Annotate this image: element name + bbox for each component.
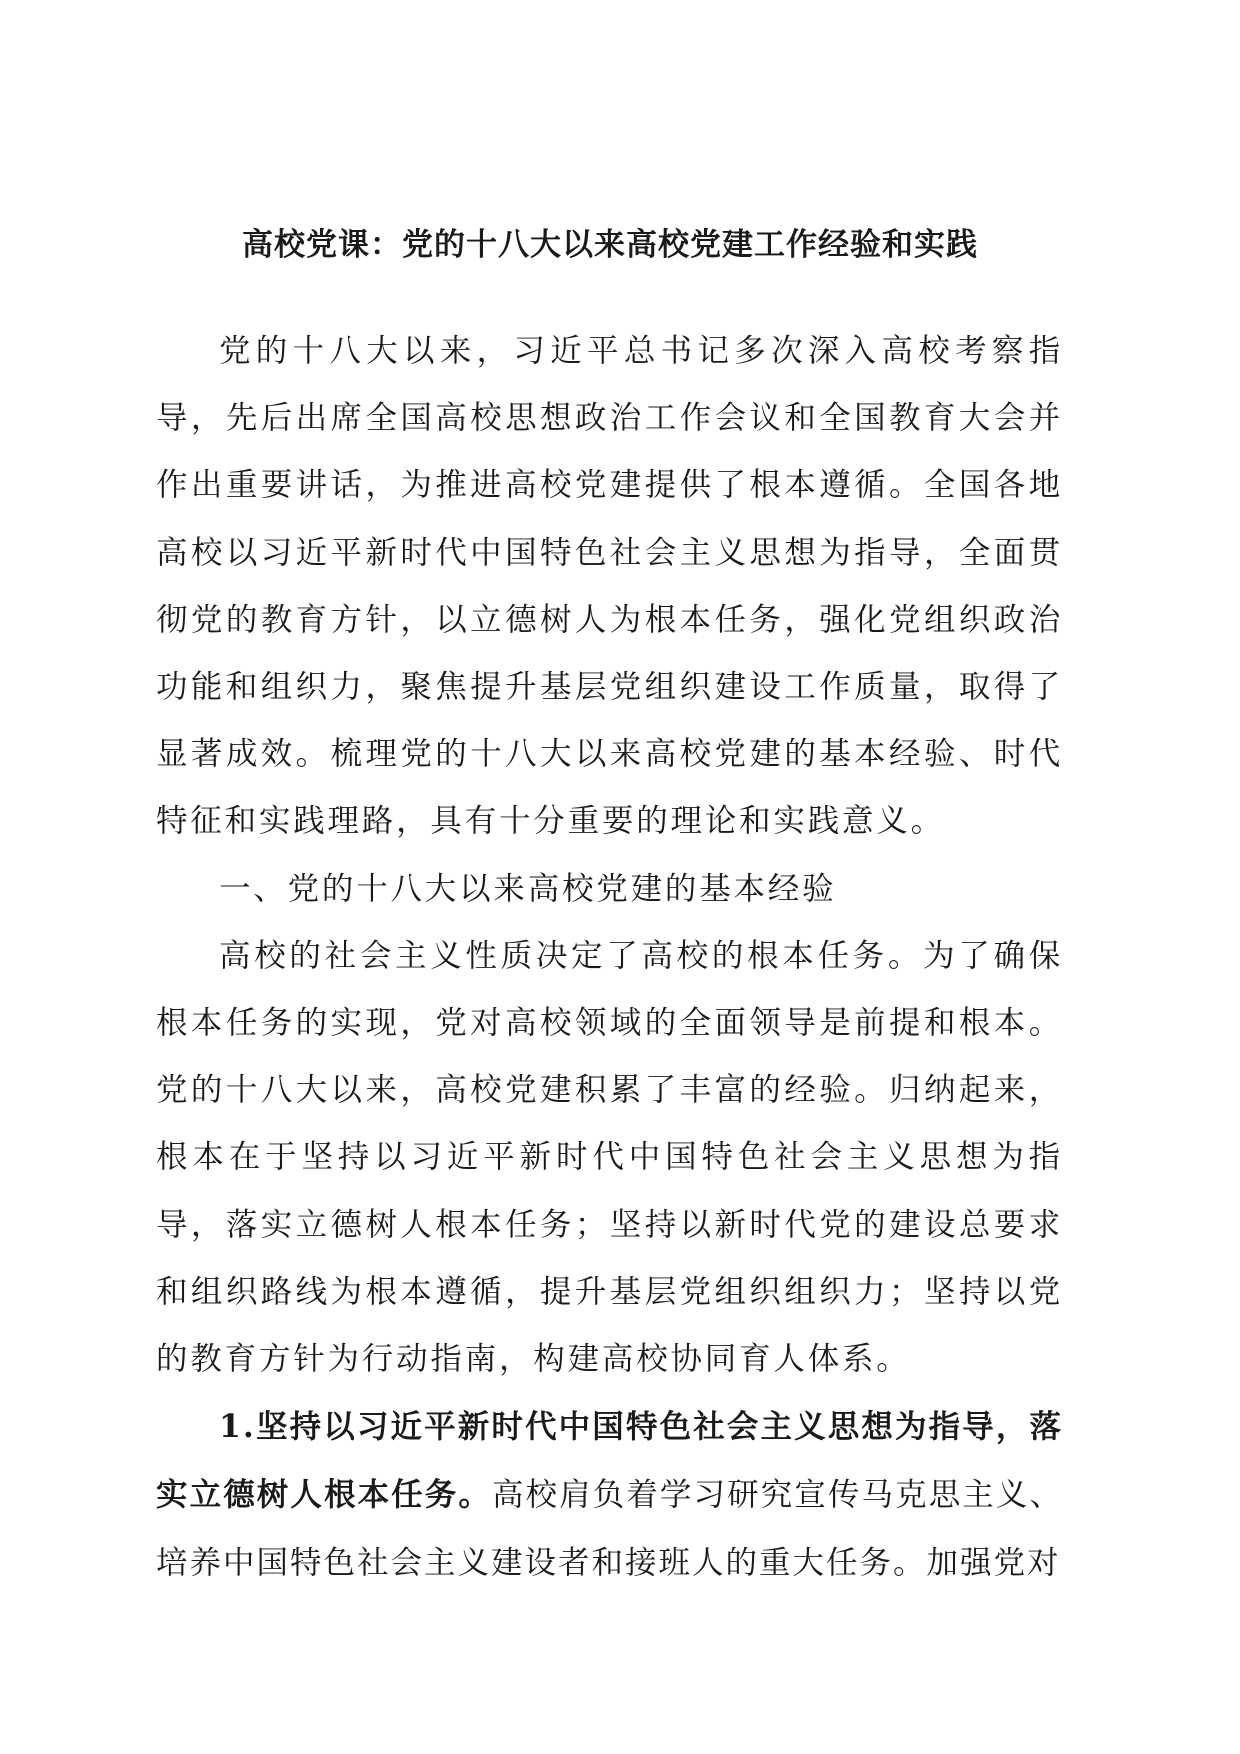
- paragraph-intro: 党的十八大以来，习近平总书记多次深入高校考察指导，先后出席全国高校思想政治工作会议和全国教育大会并作出重要讲话，为推进高校党建提供了根本遵循。全国各地高校以习近平新时代中国特色社会主义思想为指导，全面贯彻党的教育方针，以立德树人为根本任务，强化党组织政治功能和组织力，聚焦提升基层党组织建设工作质量，取得了显著成效。梳理党的十八大以来高校党建的基本经验、时代特征和实践理路，具有十分重要的理论和实践意义。: [156, 333, 1063, 840]
- point-1-lead: 1.坚持以习近平新时代中国特色社会主义思想为指导，落实立德树人根本任务。: [156, 1408, 1063, 1514]
- document-body: [156, 318, 1063, 1597]
- paragraph-point-1: [156, 1393, 1063, 1597]
- point-1-text: 高校肩负着学习研究宣传马克思主义、培养中国特色社会主义建设者和接班人的重大任务。加强党对: [156, 1477, 1063, 1581]
- section-heading-1: 一、党的十八大以来高校党建的基本经验: [219, 870, 837, 907]
- document-title: 高校党课：党的十八大以来高校党建工作经验和实践: [242, 227, 978, 263]
- paragraph-basic-experience: 高校的社会主义性质决定了高校的根本任务。为了确保根本任务的实现，党对高校领域的全面领导是前提和根本。党的十八大以来，高校党建积累了丰富的经验。归纳起来，根本在于坚持以习近平新时代中国特色社会主义思想为指导，落实立德树人根本任务；坚持以新时代党的建设总要求和组织路线为根本遵循，提升基层党组织组织力；坚持以党的教育方针为行动指南，构建高校协同育人体系。: [156, 937, 1063, 1378]
